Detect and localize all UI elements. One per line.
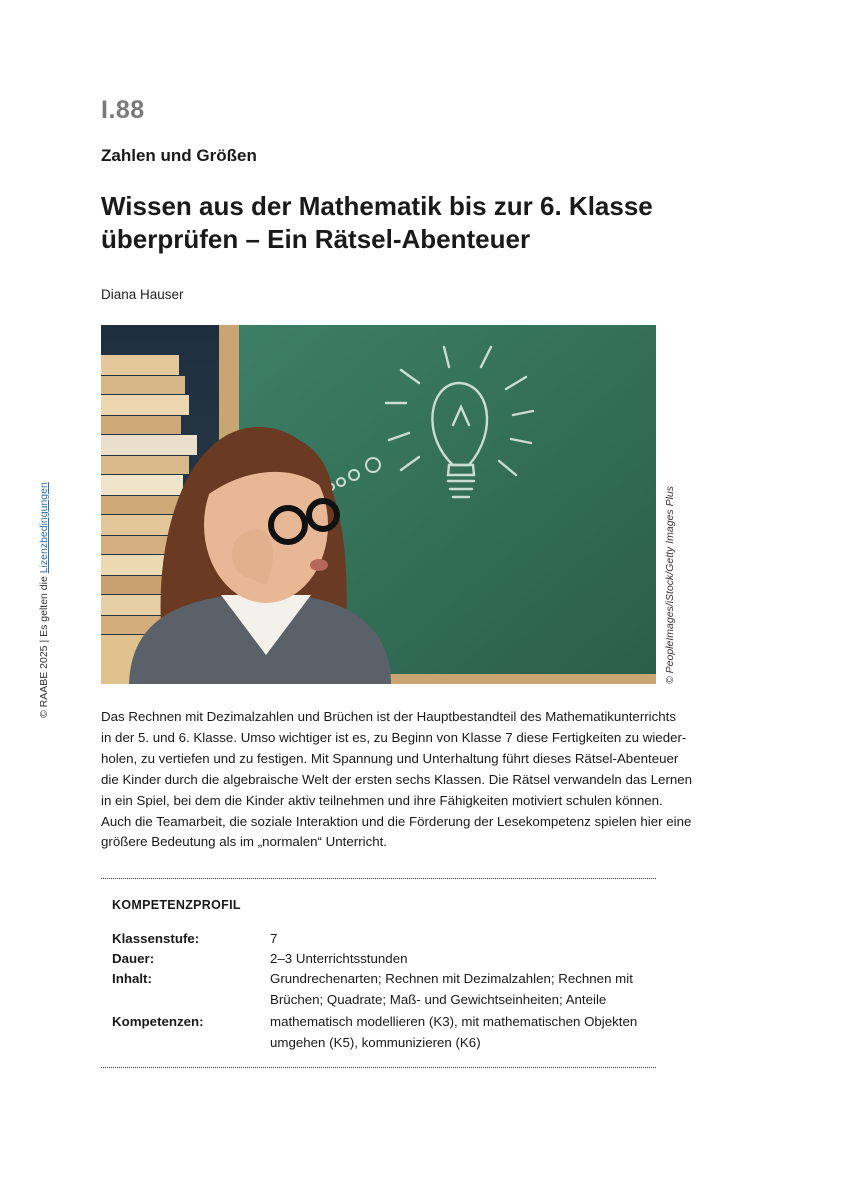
profile-value-line: Grundrechenarten; Rechnen mit Dezimalzahlen; Rechnen mit: [270, 971, 633, 986]
document-title: [101, 190, 661, 256]
intro-line: holen, zu vertiefen und zu festigen. Mit Spannung und Unterhaltung führt dieses Rätsel-Abenteuer: [101, 750, 679, 766]
photo-illustration: [101, 325, 656, 684]
intro-line: in der 5. und 6. Klasse. Umso wichtiger ist es, zu Beginn von Klasse 7 diese Fertigkeiten zu wieder-: [101, 729, 687, 745]
divider-bottom: [101, 1067, 656, 1068]
profile-label: Klassenstufe:: [112, 931, 200, 946]
intro-paragraph: [101, 707, 693, 853]
title-line: überprüfen – Ein Rätsel-Abenteuer: [101, 224, 531, 254]
profile-value: [270, 1012, 660, 1053]
profile-value-line: mathematisch modellieren (K3), mit mathematischen Objekten: [270, 1014, 638, 1029]
license-prefix: © RAABE 2025 | Es gelten die: [38, 573, 50, 718]
license-link[interactable]: Lizenzbedingungen: [38, 482, 50, 574]
category-heading: Zahlen und Größen: [101, 146, 257, 165]
intro-line: die Kinder durch die algebraische Welt der ersten sechs Klassen. Die Rätsel verwandeln das Lernen: [101, 771, 693, 787]
profile-value-line: 2–3 Unterrichtsstunden: [270, 951, 408, 966]
image-credit: © PeopleImages/iStock/Getty Images Plus: [664, 486, 676, 684]
cover-photo: [101, 325, 656, 684]
author-name: Diana Hauser: [101, 287, 184, 302]
intro-line: größere Bedeutung als im „normalen“ Unterricht.: [101, 834, 388, 850]
profile-heading: KOMPETENZPROFIL: [112, 898, 241, 912]
divider-top: [101, 878, 656, 879]
profile-label: Inhalt:: [112, 971, 152, 986]
profile-value: [270, 969, 660, 1010]
license-note: [38, 482, 50, 718]
profile-value-line: umgehen (K5), kommunizieren (K6): [270, 1034, 481, 1050]
profile-label: Dauer:: [112, 951, 155, 966]
profile-value: [270, 929, 660, 950]
profile-value-line: Brüchen; Quadrate; Maß- und Gewichtseinheiten; Anteile: [270, 991, 607, 1007]
intro-line: in ein Spiel, bei dem die Kinder aktiv teilnehmen und ihre Fähigkeiten motiviert schulen können.: [101, 792, 663, 808]
intro-line: Das Rechnen mit Dezimalzahlen und Brüchen ist der Hauptbestandteil des Mathematikunterrichts: [101, 709, 677, 724]
profile-value: [270, 949, 660, 970]
title-line: Wissen aus der Mathematik bis zur 6. Klasse: [101, 191, 653, 221]
chapter-number: I.88: [101, 96, 145, 124]
intro-line: Auch die Teamarbeit, die soziale Interaktion und die Förderung der Lesekompetenz spielen hier eine: [101, 813, 692, 829]
profile-label: Kompetenzen:: [112, 1014, 204, 1029]
profile-value-line: 7: [270, 931, 278, 946]
